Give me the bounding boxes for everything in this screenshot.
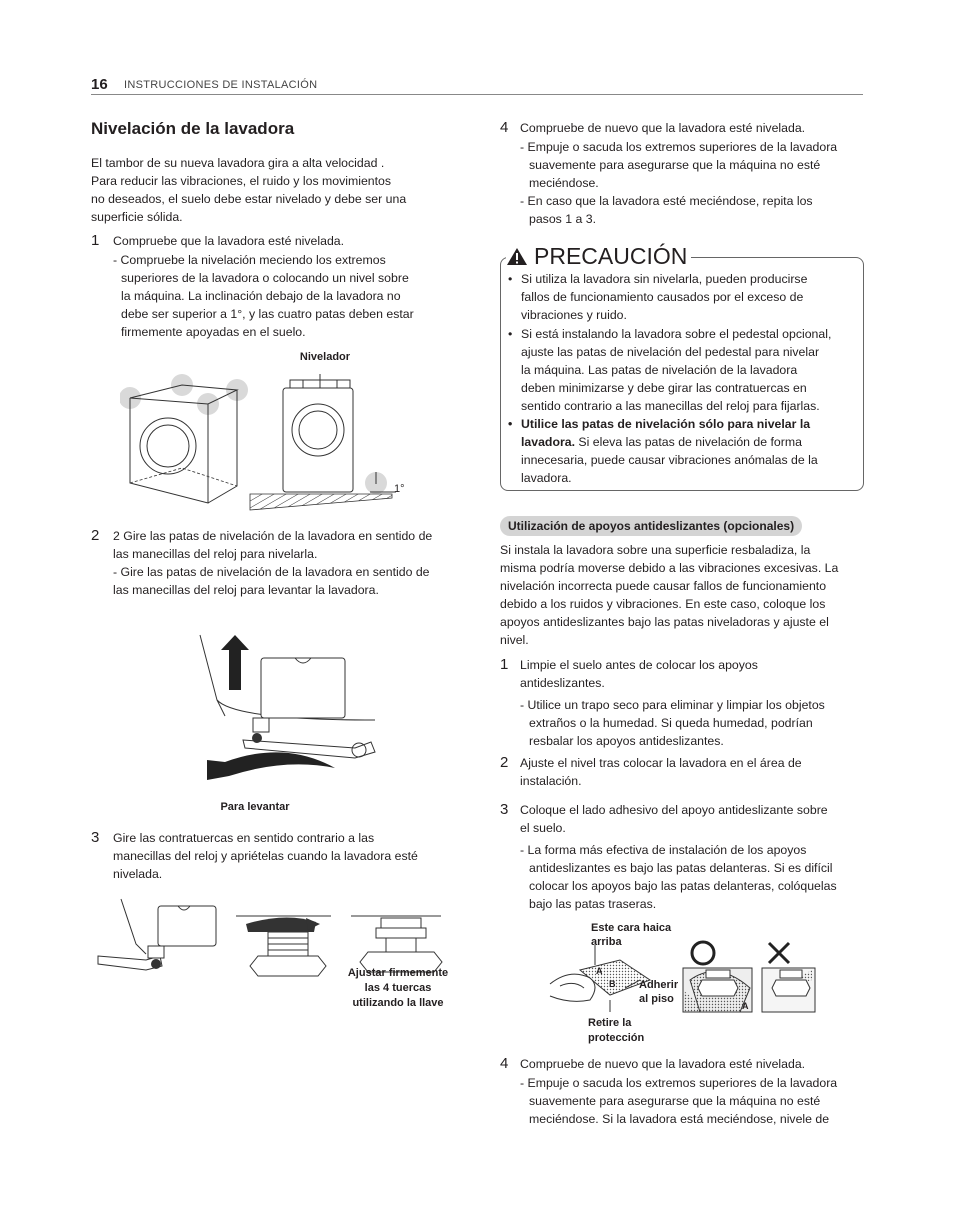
antislip-step-4-text: Compruebe de nuevo que la lavadora esté nivelada.: [520, 1057, 806, 1071]
antislip-step-3-number: 3: [500, 801, 509, 818]
intro-paragraph: El tambor de su nueva lavadora gira a alta velocidad . Para reducir las vibraciones, el ruido y los movimientos no deseados, el suelo debe estar nivelado y debe ser una superficie sólida.: [91, 156, 407, 224]
degree-label: 1°: [394, 483, 405, 495]
antislip-section-title: Utilización de apoyos antideslizantes (opcionales): [500, 516, 802, 536]
step-3-text: Gire las contratuercas en sentido contrario a las manecillas del reloj y apriételas cuando la lavadora esté nivelada.: [113, 831, 418, 881]
header-rule: [91, 94, 863, 95]
antislip-step-3-text: Coloque el lado adhesivo del apoyo antideslizante sobre el suelo.: [520, 803, 828, 835]
leveling-leg-figure: [195, 630, 395, 790]
antislip-step-2-text: Ajuste el nivel tras colocar la lavadora en el área de instalación.: [520, 756, 802, 788]
step-1-text: Compruebe que la lavadora esté nivelada.: [113, 234, 345, 248]
antislip-step-1-text: Limpie el suelo antes de colocar los apoyos antideslizantes.: [520, 658, 758, 690]
tighten-caption: Ajustar firmemente las 4 tuercas utilizando la llave: [347, 967, 449, 1009]
nivelador-label: Nivelador: [299, 351, 351, 363]
step-4-top-sub: - Empuje o sacuda los extremos superiores de la lavadora suavemente para asegurarse que la máquina no esté meciéndose. - En caso que la lavadora esté meciéndose, repita los pasos 1 a 3.: [520, 140, 838, 226]
pad-b-label: B: [609, 979, 616, 989]
step-2-number: 2: [91, 527, 100, 544]
floor-a-label: A: [742, 1001, 749, 1011]
antislip-step-1-sub: - Utilice un trapo seco para eliminar y limpiar los objetos extraños o la humedad. Si queda humedad, podrían resbalar los apoyos antideslizantes.: [520, 698, 825, 748]
step-4-top-text: Compruebe de nuevo que la lavadora esté nivelada.: [520, 121, 806, 135]
step-1-number: 1: [91, 232, 100, 249]
antislip-step-4-number: 4: [500, 1055, 509, 1072]
caution-bullet-2: • Si está instalando la lavadora sobre el pedestal opcional, ajuste las patas de nivelación del pedestal para nivelar la máquina. Las patas de nivelación de la lavadora deben minimizarse y debe girar las contratuercas en sentido contrario a las manecillas del reloj para fijarlas.: [508, 327, 832, 413]
antislip-pad-figure: [540, 940, 840, 1020]
caution-bullet-3: • Utilice las patas de nivelación sólo para nivelar la lavadora. Si eleva las patas de nivelación de forma innecesaria, puede causar vibraciones anómalas de la lavadora.: [508, 417, 818, 485]
caution-title: PRECAUCIÓN: [506, 243, 691, 270]
section-title: INSTRUCCIONES DE INSTALACIÓN: [124, 79, 318, 91]
warning-icon: [506, 247, 528, 266]
antislip-step-2-number: 2: [500, 754, 509, 771]
antislip-step-4-sub: - Empuje o sacuda los extremos superiores de la lavadora suavemente para asegurarse que la máquina no esté meciéndose. Si la lavadora está meciéndose, nivele de: [520, 1076, 838, 1126]
antislip-intro: Si instala la lavadora sobre una superficie resbaladiza, la misma podría moverse debido a las vibraciones excesivas. La nivelación incorrecta puede causar fallos de funcionamiento debido a los ruidos y vibraciones. En este caso, coloque los apoyos antideslizantes bajo las patas niveladoras y ajuste el nivel.: [500, 543, 839, 647]
step-4-top-number: 4: [500, 119, 509, 136]
caution-bullet-1: • Si utiliza la lavadora sin nivelarla, pueden producirse fallos de funcionamiento causados por el exceso de vibraciones y ruido.: [508, 272, 808, 322]
washer-level-figure: [120, 368, 420, 513]
step-3-number: 3: [91, 829, 100, 846]
antislip-step-1-number: 1: [500, 656, 509, 673]
pad-a-label: A: [596, 966, 603, 976]
antislip-step-3-sub: - La forma más efectiva de instalación de los apoyos antideslizantes es bajo las patas delanteras. Si es difícil colocar los apoyos bajo las patas delanteras, colóquelas bajo las patas traseras.: [520, 843, 837, 911]
page-number: 16: [91, 76, 108, 93]
para-levantar-caption: Para levantar: [220, 801, 290, 813]
page-title: Nivelación de la lavadora: [91, 119, 295, 138]
adhere-label: Adherir al piso: [639, 979, 679, 1005]
top-face-label: Este cara haica arriba: [591, 922, 672, 948]
step-1-sub: - Compruebe la nivelación meciendo los extremos superiores de la lavadora o colocando un nivel sobre la máquina. La inclinación debajo de la lavadora no debe ser superior a 1°, y las cuatro patas deben estar firmemente apoyadas en el suelo.: [113, 253, 414, 339]
remove-protection-label: Retire la protección: [588, 1017, 645, 1044]
step-2-text: 2 Gire las patas de nivelación de la lavadora en sentido de las manecillas del reloj para nivelarla. - Gire las patas de nivelación de la lavadora en sentido de las manecillas del reloj para levantar la lavadora.: [113, 529, 433, 597]
